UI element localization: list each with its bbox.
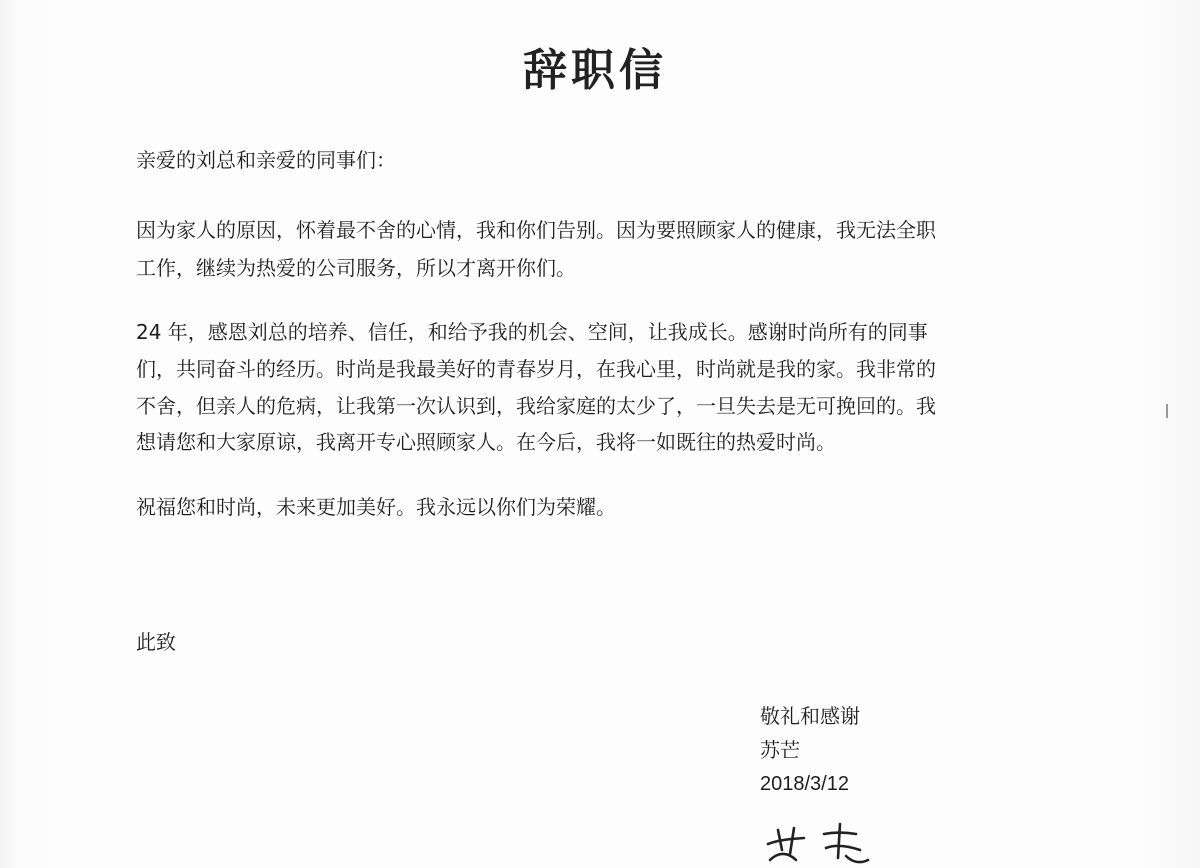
salutation: 亲爱的刘总和亲爱的同事们： xyxy=(136,148,396,172)
paragraph-2-line-3: 不舍，但亲人的危病，让我第一次认识到，我给家庭的太少了，一旦失去是无可挽回的。我 xyxy=(136,394,936,418)
paragraph-1-line-2: 工作，继续为热爱的公司服务，所以才离开你们。 xyxy=(136,256,576,280)
paragraph-2-line-2: 们，共同奋斗的经历。时尚是我最美好的青春岁月，在我心里，时尚就是我的家。我非常的 xyxy=(136,357,936,381)
closing: 此致 xyxy=(136,630,176,654)
paragraph-1-line-1: 因为家人的原因，怀着最不舍的心情，我和你们告别。因为要照顾家人的健康，我无法全职 xyxy=(136,218,936,242)
sender-name: 苏芒 xyxy=(760,738,800,762)
letter-title: 辞职信 xyxy=(523,45,667,96)
paragraph-2-line-4: 想请您和大家原谅，我离开专心照顾家人。在今后，我将一如既往的热爱时尚。 xyxy=(136,430,836,454)
scan-edge-mark xyxy=(1166,404,1168,418)
regards: 敬礼和感谢 xyxy=(760,704,860,728)
paragraph-2-line-1: 24 年，感恩刘总的培养、信任，和给予我的机会、空间，让我成长。感谢时尚所有的同事 xyxy=(136,320,928,344)
paragraph-3: 祝福您和时尚，未来更加美好。我永远以你们为荣耀。 xyxy=(136,495,616,519)
handwritten-signature xyxy=(760,820,890,868)
letter-date: 2018/3/12 xyxy=(760,773,849,795)
